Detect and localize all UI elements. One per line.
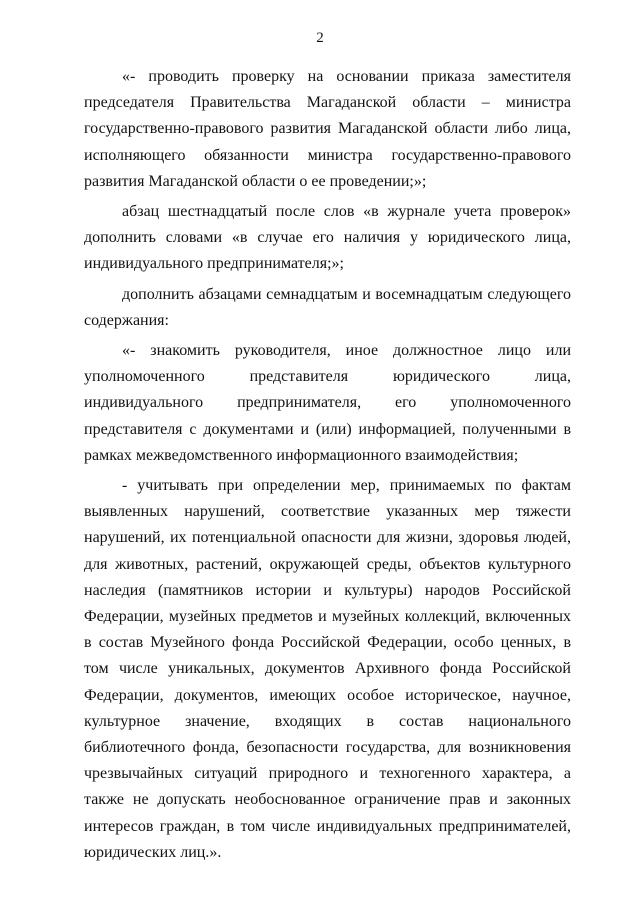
paragraph-1: «- проводить проверку на основании приказа заместителя председателя Правительства Магаданской области – министра государственно-правового развития Магаданской области либо лица, исполняющего обязанности министра государственно-правового развития Магаданской области о ее проведении;»;: [84, 68, 571, 190]
paragraph-5: - учитывать при определении мер, принимаемых по фактам выявленных нарушений, соответствие указанных мер тяжести нарушений, их потенциальной опасности для жизни, здоровья людей, для животных, растений, окружающей среды, объектов культурного наследия (памятников истории и культуры) народов Российской Федерации, музейных предметов и музейных коллекций, включенных в состав Музейного фонда Российской Федерации, особо ценных, в том числе уникальных, документов Архивного фонда Российской Федерации, документов, имеющих особое историческое, научное, культурное значение, входящих в состав национального библиотечного фонда, безопасности государства, для возникновения чрезвычайных ситуаций природного и техногенного характера, а также не допускать необоснованное ограничение прав и законных интересов граждан, в том числе индивидуальных предпринимателей, юридических лиц.».: [84, 477, 571, 861]
paragraph-4: «- знакомить руководителя, иное должностное лицо или уполномоченного представителя юридического лица, индивидуального предпринимателя, его уполномоченного представителя с документами и (или) информацией, полученными в рамках межведомственного информационного взаимодействия;: [84, 342, 571, 464]
document-body: [84, 64, 571, 870]
page-number: 2: [316, 30, 324, 46]
paragraph-3: дополнить абзацами семнадцатым и восемнадцатым следующего содержания:: [84, 285, 571, 329]
paragraph-2: абзац шестнадцатый после слов «в журнале учета проверок» дополнить словами «в случае его наличия у юридического лица, индивидуального предпринимателя;»;: [84, 203, 571, 273]
